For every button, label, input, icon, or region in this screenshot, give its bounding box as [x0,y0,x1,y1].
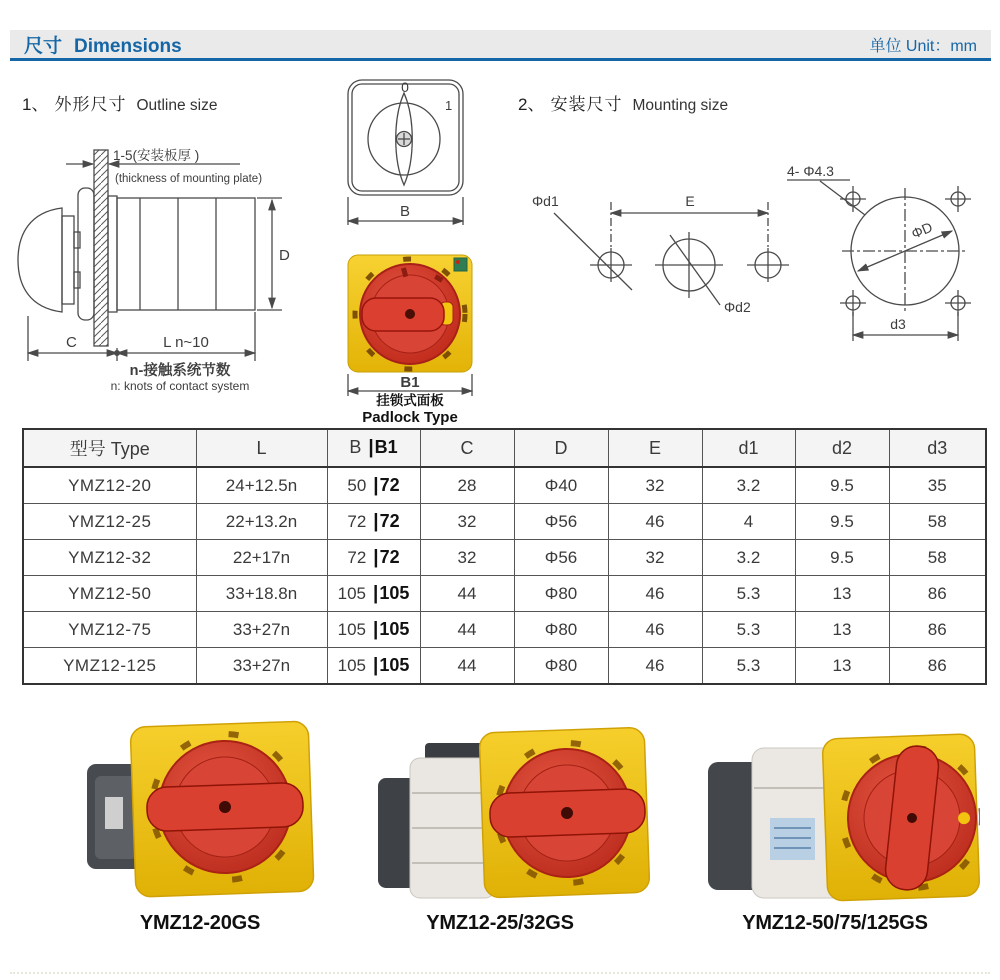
cell-c: 44 [420,612,514,648]
cell-l: 33+27n [196,612,327,648]
unit-label: 单位 Unit：mm [869,37,977,55]
header-bar [10,30,991,61]
cell-d3: 86 [889,576,986,612]
table-row [23,504,986,540]
cell-l: 33+18.8n [196,576,327,612]
dim-label-b1: B1 [400,374,420,391]
position-1-label: 1 [445,98,453,113]
cell-c: 32 [420,540,514,576]
section-title-mounting [518,90,728,115]
cell-b-b1: 50 |72 [327,467,420,504]
section-outline-num: 1、 [22,95,49,114]
cell-d: Φ80 [514,576,608,612]
padlock-caption [340,393,480,426]
product-photo-ymz12-25-32gs [370,698,650,908]
cell-d1: 3.2 [702,467,795,504]
table-row [23,576,986,612]
product-label-1: YMZ12-20GS [139,912,261,934]
col-header-l: L [196,429,327,467]
cell-l: 33+27n [196,648,327,685]
dim-label-d: D [279,247,290,264]
dim-label-d3: d3 [890,316,906,332]
cell-type: YMZ12-25 [23,504,196,540]
product-photo-ymz12-20gs [75,702,325,907]
cell-d3: 58 [889,504,986,540]
mounting-size-drawing [520,140,1000,355]
cell-e: 32 [608,540,702,576]
page-title-en: Dimensions [74,35,182,57]
product-label-2: YMZ12-25/32GS [426,912,574,934]
cell-d3: 86 [889,648,986,685]
cell-type: YMZ12-32 [23,540,196,576]
holes-label: 4- Φ4.3 [787,163,834,179]
cell-type: YMZ12-125 [23,648,196,685]
note-zh: n-接触系统节数 [129,363,231,379]
cell-d2: 9.5 [795,540,889,576]
dim-label-plate-en: (thickness of mounting plate) [115,173,263,185]
dim-label-b: B [399,203,411,220]
cell-d1: 3.2 [702,540,795,576]
cell-c: 44 [420,648,514,685]
cell-b-b1: 105 |105 [327,576,420,612]
cell-d: Φ80 [514,612,608,648]
cell-b-b1: 72 |72 [327,540,420,576]
cell-d1: 5.3 [702,648,795,685]
section-mounting-en: Mounting size [632,97,729,114]
cell-d1: 5.3 [702,576,795,612]
note-en: n: knots of contact system [110,379,250,393]
cell-l: 22+17n [196,540,327,576]
cell-d2: 9.5 [795,467,889,504]
outline-side-view-drawing [10,120,340,400]
col-header-d2: d2 [795,429,889,467]
table-row [23,648,986,685]
cell-b-b1: 105 |105 [327,648,420,685]
cell-c: 32 [420,504,514,540]
cell-d2: 9.5 [795,504,889,540]
page-title-zh: 尺寸 [24,35,63,57]
dimensions-table [22,428,987,685]
col-header-c: C [420,429,514,467]
cell-d2: 13 [795,648,889,685]
cell-e: 46 [608,576,702,612]
cell-d3: 35 [889,467,986,504]
cell-e: 46 [608,612,702,648]
cell-e: 46 [608,648,702,685]
cell-d: Φ80 [514,648,608,685]
cell-d2: 13 [795,612,889,648]
cell-c: 28 [420,467,514,504]
cell-e: 32 [608,467,702,504]
section-mounting-zh: 安装尺寸 [550,95,623,114]
bottom-divider [10,972,990,974]
padlock-caption-zh: 挂锁式面板 [376,393,444,408]
mounting-plate [94,150,108,346]
col-header-d: D [514,429,608,467]
cell-d1: 4 [702,504,795,540]
dim-label-phi-d: ΦD [908,218,935,242]
product-label-3: YMZ12-50/75/125GS [742,912,928,934]
dim-label-plate-zh: 1-5(安装板厚 ) [113,148,200,163]
dim-label-phi-d2: Φd2 [724,299,751,315]
table-row [23,612,986,648]
padlock-type-photo [340,250,480,400]
page-title [24,31,182,58]
cell-b-b1: 105 |105 [327,612,420,648]
padlock-handle [362,298,444,331]
cell-l: 24+12.5n [196,467,327,504]
cell-d3: 86 [889,612,986,648]
cell-b-b1: 72 |72 [327,504,420,540]
dim-label-e: E [685,193,695,209]
knob-dome [18,208,62,312]
table-row [23,467,986,504]
cell-d: Φ56 [514,540,608,576]
table-header-row [23,429,986,467]
cell-e: 46 [608,504,702,540]
position-0-label: 0 [401,79,409,95]
col-header-type: 型号 Type [23,429,196,467]
front-view-drawing [345,78,470,228]
table-row [23,540,986,576]
cell-d: Φ56 [514,504,608,540]
section-outline-zh: 外形尺寸 [54,95,127,114]
dim-label-phi-d1: Φd1 [532,193,559,209]
col-header-d1: d1 [702,429,795,467]
cell-d1: 5.3 [702,612,795,648]
dim-label-l: L n~10 [163,334,209,351]
col-header-b-b1: B |B1 [327,429,420,467]
col-header-d3: d3 [889,429,986,467]
section-outline-en: Outline size [136,97,218,114]
cell-c: 44 [420,576,514,612]
cell-type: YMZ12-20 [23,467,196,504]
section-mounting-num: 2、 [518,95,545,114]
padlock-caption-en: Padlock Type [362,408,458,426]
section-title-outline [22,90,217,115]
cell-type: YMZ12-50 [23,576,196,612]
dim-label-c: C [66,334,77,351]
col-header-e: E [608,429,702,467]
cell-l: 22+13.2n [196,504,327,540]
product-photo-ymz12-50-75-125gs [690,700,980,910]
cell-d2: 13 [795,576,889,612]
cell-d3: 58 [889,540,986,576]
switch-body [117,198,255,310]
cert-sticker [454,258,467,271]
cell-type: YMZ12-75 [23,612,196,648]
cell-d: Φ40 [514,467,608,504]
